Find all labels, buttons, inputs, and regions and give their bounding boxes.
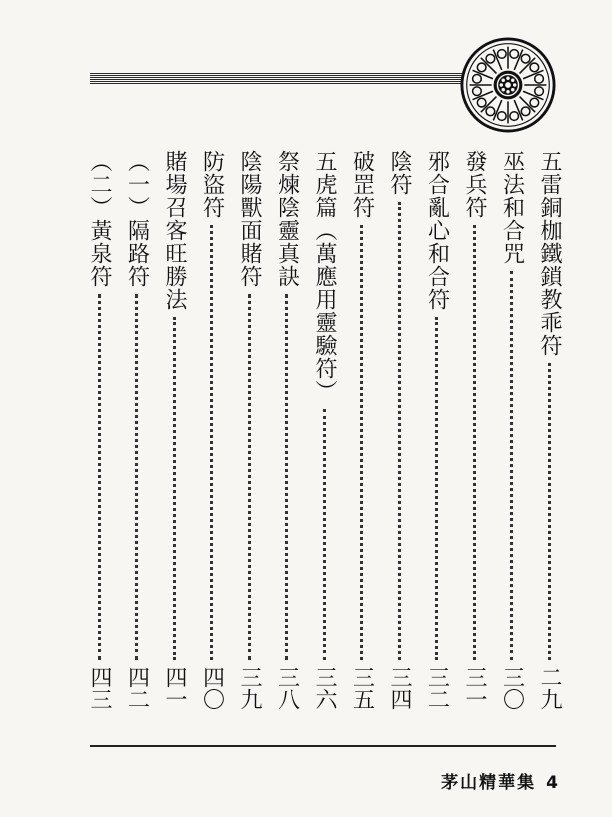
dot-leader <box>548 363 551 660</box>
toc-entry-title: 賭場召客旺勝法 <box>162 150 187 311</box>
dot-leader <box>435 317 438 660</box>
toc-entry-page: 四〇 <box>199 666 225 710</box>
toc-entry-page: 三八 <box>274 666 300 710</box>
lotus-rosette-emblem <box>460 37 556 133</box>
toc-entry <box>347 150 377 710</box>
table-of-contents <box>84 150 564 710</box>
toc-entry <box>122 150 152 710</box>
toc-entry <box>497 150 527 710</box>
toc-entry-page: 三二 <box>424 666 450 710</box>
toc-entry <box>534 150 564 710</box>
toc-entry-title: 邪合亂心和合符 <box>424 150 450 311</box>
toc-entry-page: 四二 <box>124 666 150 710</box>
dot-leader <box>248 294 251 660</box>
toc-entry-page: 三六 <box>312 666 337 710</box>
dot-leader <box>285 294 288 660</box>
toc-entry <box>159 150 189 710</box>
toc-entry-title: 陰符 <box>387 150 412 196</box>
toc-entry-title: （二）黃泉符 <box>87 150 112 288</box>
page-number: 4 <box>546 773 560 793</box>
toc-entry-title: 防盜符 <box>199 150 225 219</box>
toc-entry <box>309 150 339 710</box>
toc-entry-title: 祭煉陰靈真訣 <box>274 150 300 288</box>
toc-entry-title: 五雷銅枷鐵鎖教乖符 <box>537 150 562 357</box>
toc-entry-page: 三五 <box>349 666 375 710</box>
toc-entry-page: 三〇 <box>499 666 525 710</box>
toc-entry-page: 三九 <box>237 666 262 710</box>
dot-leader <box>173 317 176 660</box>
toc-entry-page: 四一 <box>162 666 187 710</box>
dot-leader <box>510 271 513 660</box>
dot-leader <box>473 225 476 660</box>
toc-entry-page: 四三 <box>87 666 112 710</box>
dot-leader <box>135 294 138 660</box>
header-rule <box>90 73 462 85</box>
toc-entry-title: 五虎篇（萬應用靈驗符） <box>312 150 337 403</box>
toc-entry-title: 發兵符 <box>462 150 487 219</box>
toc-entry-page: 三一 <box>462 666 487 710</box>
dot-leader <box>323 409 326 660</box>
dot-leader <box>398 202 401 660</box>
toc-entry <box>272 150 302 710</box>
toc-entry <box>422 150 452 710</box>
toc-entry <box>197 150 227 710</box>
toc-entry <box>234 150 264 710</box>
toc-entry <box>459 150 489 710</box>
dot-leader <box>360 225 363 660</box>
page-footer <box>441 768 560 793</box>
footer-rule <box>90 745 556 747</box>
toc-entry-title: 巫法和合咒 <box>499 150 525 265</box>
toc-entry-title: 陰陽獸面賭符 <box>237 150 262 288</box>
book-title: 茅山精華集 <box>441 773 537 793</box>
toc-entry <box>384 150 414 710</box>
dot-leader <box>210 225 213 660</box>
toc-entry-page: 三四 <box>387 666 412 710</box>
dot-leader <box>98 294 101 660</box>
toc-entry-page: 二九 <box>537 666 562 710</box>
toc-entry <box>84 150 114 710</box>
toc-entry-title: （一）隔路符 <box>124 150 150 288</box>
toc-entry-title: 破罡符 <box>349 150 375 219</box>
